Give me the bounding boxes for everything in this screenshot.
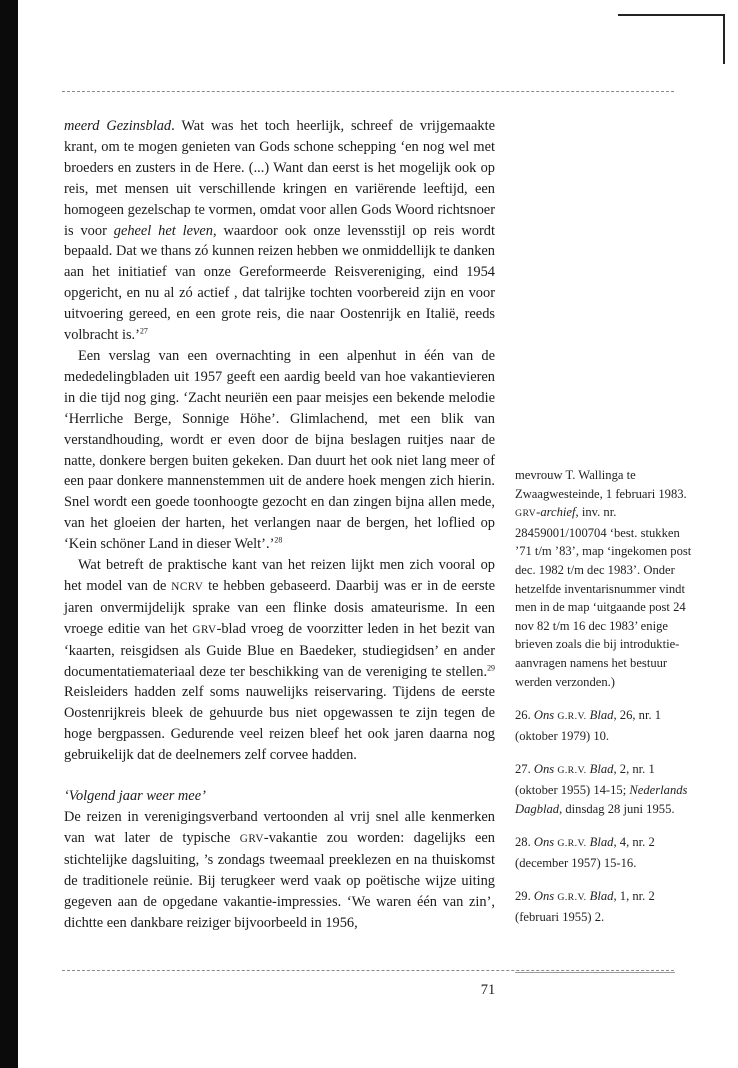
crop-mark-vertical xyxy=(723,14,725,64)
paragraph-2: Een verslag van een overnachting in een alpenhut in één van de mededelingbladen uit 1957 geeft een aardig beeld van hoe vakantievieren in die tijd nog ging. ‘Zacht neuriën een paar meisjes een bekende melodie ‘Herrliche Berge, Sonnige Höhe’. Glimlachend, met een blik van verstandhouding, wordt er even door de bijna beslagen ruitjes naar de natte, donkere bergen buiten gekeken. Dan duurt het ook niet lang meer of een paar donkere mannenstemmen uit de andere hoek mengen zich hierin. Snel wordt een goede toonhoogte gezocht en dan zingen bijna allen mede, van het gloeien der harten, het verlangen naar de bergen, het loflied op ‘Kein schöner Land in dieser Welt’.’$^{28}$ xyxy=(64,347,495,553)
crop-mark-horizontal xyxy=(618,14,725,16)
footnote-29: 29. Ons G.R.V. Blad, 1, nr. 2 (februari 1955) 2. xyxy=(515,889,655,924)
footer-rule xyxy=(62,970,674,971)
journal-title: meerd Gezinsblad xyxy=(64,118,172,134)
paragraph-3: Wat betreft de praktische kant van het reizen lijkt men zich vooral op het model van de NCRV te hebben gebaseerd. Daarbij was er in de eerste jaren onvermijdelijk sprake van een flinke dosis amateurisme. In een vroege editie van het GRV-blad vroeg de voorzitter leden in het bezit van ‘kaarten, reisgidsen als Guide Blue en Baedeker, studiegidsen’ en ander documentatiemateriaal deze ter beschikking van de vereniging te stellen.$^{29}$ Reisleiders hadden zelf soms nauwelijks reiservaring. Tijdens de eerste Oostenrijkreis bleek de gehuurde bus niet opgewassen te zijn tegen de hoge bergpassen. Gedurende veel reizen bleef het ook jaren daarna nog gebruikelijk dat de deelnemers zelf corvee hadden. xyxy=(64,557,495,764)
footnote-ref-28[interactable]: 28 xyxy=(274,535,283,545)
page-number: 71 xyxy=(480,982,496,998)
emphasis: geheel het leven xyxy=(113,222,214,239)
footnote-separator xyxy=(515,972,675,973)
footnote-27: 27. Ons G.R.V. Blad, 2, nr. 1 (oktober 1955) 14-15; Nederlands Dagblad, dinsdag 28 juni 1955. xyxy=(515,762,688,816)
footnote-28: 28. Ons G.R.V. Blad, 4, nr. 2 (december 1957) 15-16. xyxy=(515,835,655,870)
abbreviation-grv: GRV xyxy=(192,623,217,636)
paragraph-4: De reizen in verenigingsverband vertoonden al vrij snel alle kenmerken van wat later de typische GRV-vakantie zou worden: dagelijks een stichtelijke dagsluiting, ’s zondags tweemaal preeklezen en na thuiskomst de traditionele reünie. Bij terugkeer werd vaak op poëtische wijze uiting gegeven aan de opgedane vakantie-impressies. ‘We waren één van zin’, dichtte een dankbare reiziger bijvoorbeeld in 1956, xyxy=(64,809,495,931)
body-text-column xyxy=(64,116,495,933)
footnote-ref-29[interactable]: 29 xyxy=(487,663,495,673)
paragraph-1: meerd Gezinsblad. Wat was het toch heerlijk, schreef de vrijgemaakte krant, om te mogen genieten van Gods schone schepping ‘en nog wel met broeders en zusters in de Here. (...) Want dan eerst is het mogelijk ook op reis, met mensen uit verschillende kringen en variërende leeftijd, een homogeen gezelschap te vormen, omdat voor allen Gods Woord richtsnoer is voor geheel het leven, waardoor ook onze levensstijl op reis wordt bepaald. Dat we thans zó kunnen reizen hebben we onmiddellijk te danken aan het initiatief van onze Gereformeerde Reisvereniging, eind 1954 opgericht, en nu al zó actief , dat talrijke tochten voorbereid zijn en voor uitvoering gereed, en een grote reis, die naar Oostenrijk en Italië, reeds volbracht is.’$^{27}$ xyxy=(64,118,495,344)
footnote-continuation: mevrouw T. Wallinga te Zwaagwesteinde, 1 februari 1983. GRV-archief, inv. nr. 28459001/100704 ‘best. stukken ’71 t/m ’83’, map ‘ingekomen post dec. 1982 t/m dec 1983’. Onder hetzelfde inventarisnummer vindt men in de map ‘uitgaande post 24 nov 82 t/m 16 dec 1983’ enige brieven zoals die bij introduktie-aanvragen namens het bestuur werden verzonden.) xyxy=(515,468,692,689)
header-rule xyxy=(62,91,674,92)
footnote-26: 26. Ons G.R.V. Blad, 26, nr. 1 (oktober 1979) 10. xyxy=(515,708,662,743)
section-heading: ‘Volgend jaar weer mee’ xyxy=(64,788,206,805)
footnotes-column xyxy=(515,466,695,941)
abbreviation-grv: GRV xyxy=(239,832,264,845)
abbreviation-ncrv: NCRV xyxy=(171,580,204,593)
footnote-ref-27[interactable]: 27 xyxy=(139,326,148,336)
binding-edge xyxy=(0,0,18,1068)
